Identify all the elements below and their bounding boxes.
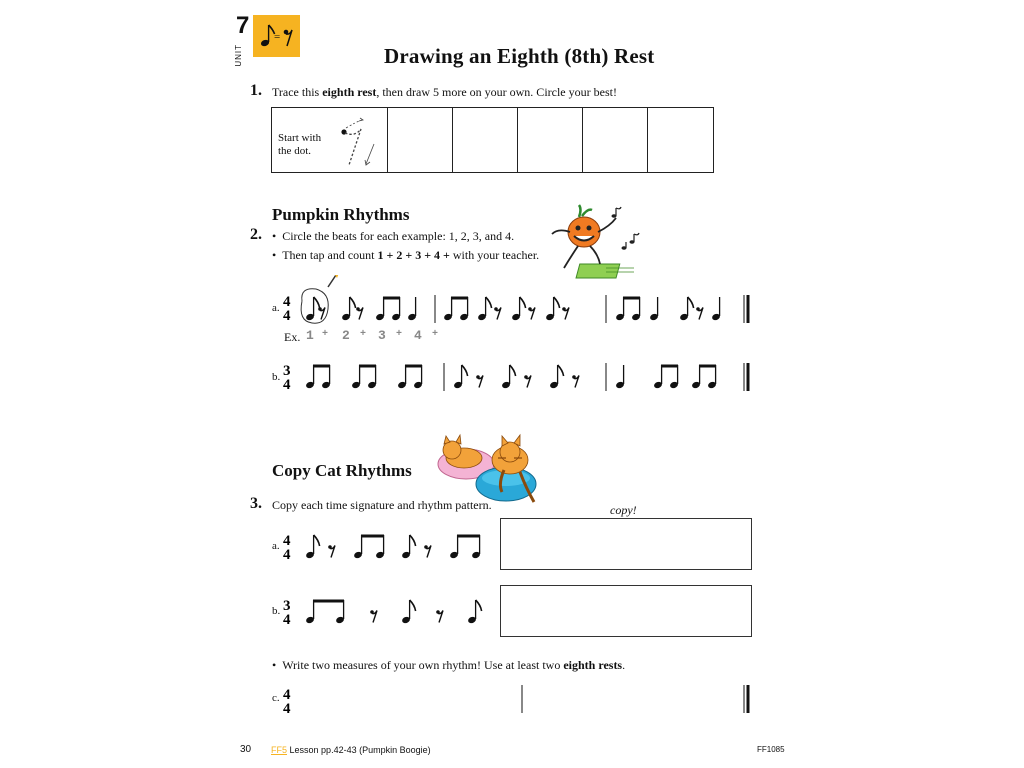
beamed-eighth-pair [353, 535, 385, 559]
copy-cat-heading: Copy Cat Rhythms [272, 461, 412, 480]
eighth-note [401, 600, 415, 624]
eighth-rest [524, 375, 531, 387]
eighth-rest [436, 610, 443, 622]
copy-rhythm-a [280, 515, 500, 570]
own-rhythm-staff[interactable] [280, 675, 760, 720]
copy-answer-box-b[interactable] [500, 585, 752, 637]
pumpkin-example-b-label: b. [272, 371, 281, 383]
svg-text:=: = [274, 31, 281, 43]
question-3-number: 3. [250, 495, 262, 512]
time-signature-bottom: 4 [283, 612, 291, 628]
beamed-eighth-pair [375, 297, 401, 321]
question-2-bullet-2: • Then tap and count 1 + 2 + 3 + 4 + with your teacher. [272, 248, 540, 262]
eighth-rest [528, 307, 535, 319]
eighth-note [549, 365, 563, 389]
beamed-eighth-pair [397, 365, 423, 389]
beamed-eighth-pair [615, 297, 641, 321]
quarter-note [615, 365, 625, 389]
count-beat-3: 3 [378, 328, 386, 343]
trace-table [271, 107, 714, 173]
count-beat-4: 4 [414, 328, 422, 343]
dancing-pumpkin-illustration [546, 196, 656, 286]
eighth-rest [424, 545, 431, 557]
count-beat-2: 2 [342, 328, 350, 343]
trace-box[interactable] [387, 108, 452, 172]
eighth-note [453, 365, 467, 389]
eighth-note [305, 535, 319, 559]
eighth-rest [328, 545, 335, 557]
time-signature-bottom: 4 [283, 308, 291, 324]
lesson-reference: FF5 Lesson pp.42-43 (Pumpkin Boogie) [271, 745, 431, 755]
trace-box[interactable] [582, 108, 647, 172]
question-3-bullet: • Write two measures of your own rhythm! Use at least two eighth rests. [272, 658, 626, 672]
count-and: + [322, 329, 329, 340]
start-instruction: Start with the dot. [278, 132, 322, 157]
pumpkin-example-a-label: a. [272, 302, 280, 314]
eighth-note [545, 297, 559, 321]
page-title: Drawing an Eighth (8th) Rest [384, 44, 655, 68]
page-number: 30 [240, 744, 252, 755]
beamed-eighth-pair [351, 365, 377, 389]
beamed-eighth-pair [305, 365, 331, 389]
quarter-note [711, 297, 721, 321]
time-signature-top: 4 [283, 294, 291, 310]
question-1-text: Trace this eighth rest, then draw 5 more on your own. Circle your best! [272, 85, 617, 99]
beamed-eighth-pair [443, 297, 469, 321]
time-signature-top: 4 [283, 687, 291, 703]
question-2-bullet-1: • Circle the beats for each example: 1, 2, 3, and 4. [272, 229, 515, 243]
unit-badge [253, 15, 300, 57]
copy-rhythm-b [280, 580, 500, 635]
eighth-equals-rest-icon [253, 15, 300, 57]
book-code: FF1085 [757, 745, 785, 754]
unit-word: UNIT [234, 44, 243, 67]
trace-box[interactable] [647, 108, 713, 172]
question-2-number: 2. [250, 226, 262, 243]
count-example [306, 328, 466, 344]
eighth-rest [318, 307, 325, 319]
beamed-eighth-pair [653, 365, 679, 389]
eighth-rest [562, 307, 569, 319]
copy-answer-box-a[interactable] [500, 518, 752, 570]
beamed-eighth-pair [691, 365, 717, 389]
eighth-rest [494, 307, 501, 319]
eighth-note [341, 297, 355, 321]
time-signature-bottom: 4 [283, 547, 291, 563]
question-1-number: 1. [250, 82, 262, 99]
count-and: + [360, 329, 367, 340]
count-beat-1: 1 [306, 328, 314, 343]
copy-example-b-label: b. [272, 605, 281, 617]
trace-box[interactable] [452, 108, 517, 172]
trace-box[interactable] [517, 108, 582, 172]
copy-example-a-label: a. [272, 540, 280, 552]
eighth-note [401, 535, 415, 559]
time-signature-bottom: 4 [283, 701, 291, 717]
eighth-note [305, 297, 319, 321]
eighth-note [511, 297, 525, 321]
time-signature-bottom: 4 [283, 377, 291, 393]
lesson-tag: FF5 [271, 745, 288, 755]
eighth-note [679, 297, 693, 321]
time-signature-top: 3 [283, 598, 291, 614]
time-signature-top: 3 [283, 363, 291, 379]
example-circle [301, 289, 328, 323]
pumpkin-rhythm-a [280, 275, 760, 335]
ex-label: Ex. [284, 330, 301, 344]
count-and: + [396, 329, 403, 340]
eighth-rest [370, 610, 377, 622]
unit-number: 7 [236, 12, 250, 39]
time-signature-top: 4 [283, 533, 291, 549]
tracing-rest-guide-icon [336, 114, 386, 170]
eighth-note [477, 297, 491, 321]
eighth-note [467, 600, 481, 624]
eighth-note [501, 365, 515, 389]
eighth-rest [696, 307, 703, 319]
eighth-rest [476, 375, 483, 387]
pumpkin-rhythm-b [280, 345, 760, 400]
beamed-eighth-pair [449, 535, 481, 559]
question-3-text: Copy each time signature and rhythm pattern. [272, 498, 492, 512]
eighth-rest [356, 307, 363, 319]
quarter-note [407, 297, 417, 321]
cats-in-bowls-illustration [434, 432, 540, 506]
copy-example-c-label: c. [272, 692, 280, 704]
count-and: + [432, 329, 439, 340]
copy-label: copy! [610, 503, 637, 517]
pumpkin-rhythms-heading: Pumpkin Rhythms [272, 205, 410, 224]
quarter-note [649, 297, 659, 321]
beamed-eighth-pair [305, 600, 345, 624]
eighth-rest [572, 375, 579, 387]
